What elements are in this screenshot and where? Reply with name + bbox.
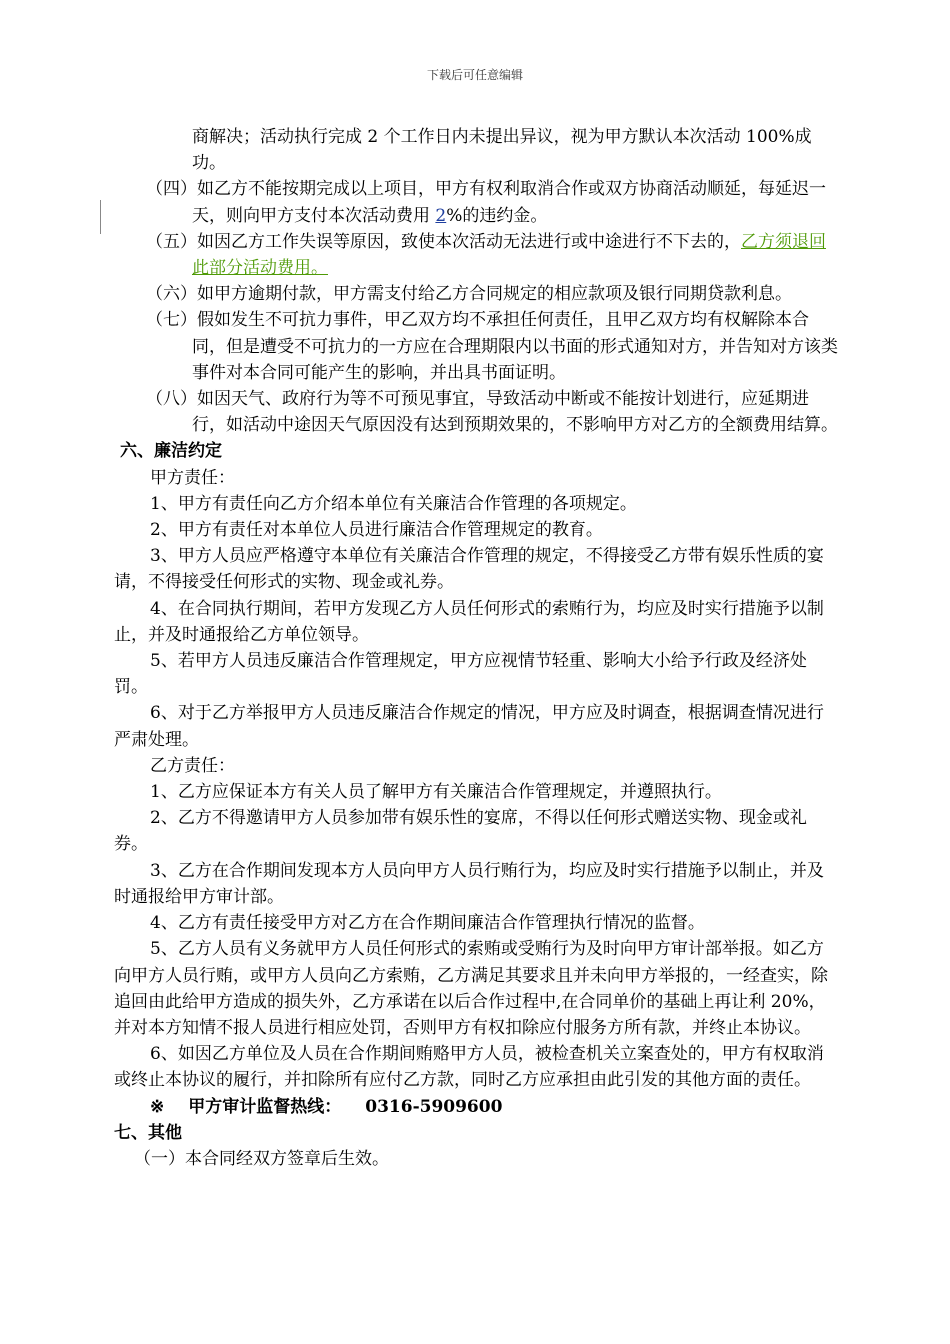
party-a-clause-3: 3、甲方人员应严格遵守本单位有关廉洁合作管理的规定，不得接受乙方带有娱乐性质的宴请，不得接受任何形式的实物、现金或礼券。 [114,546,824,593]
party-a-clause-5: 5、若甲方人员违反廉洁合作管理规定，甲方应视情节轻重、影响大小给予行政及经济处罚。 [114,651,807,698]
item-text: 如因乙方工作失误等原因，致使本次活动无法进行或中途进行不下去的， [197,231,741,252]
revision-bar [100,200,101,234]
party-a-clause-4: 4、在合同执行期间，若甲方发现乙方人员任何形式的索贿行为，均应及时实行措施予以制止，并及时通报给乙方单位领导。 [114,598,824,645]
party-a-clause-6: 6、对于乙方举报甲方人员违反廉洁合作规定的情况，甲方应及时调查，根据调查情况进行严肃处理。 [114,703,824,750]
item-number: （五） [146,231,197,252]
list-item-8 [114,386,840,438]
list-item-5 [114,229,840,281]
page-header: 下载后可任意编辑 [426,68,523,82]
hotline-number: 0316-5909600 [365,1096,503,1117]
party-b-clause-2: 2、乙方不得邀请甲方人员参加带有娱乐性的宴席，不得以任何形式赠送实物、现金或礼券。 [114,808,807,855]
reference-mark: ※ [150,1096,165,1117]
hotline-label: 甲方审计监督热线： [188,1096,342,1117]
party-a-clause-1: 1、甲方有责任向乙方介绍本单位有关廉洁合作管理的各项规定。 [150,493,637,514]
list-item-7 [114,307,840,386]
section-heading-6: 六、廉洁约定 [120,441,222,462]
party-b-clause-4: 4、乙方有责任接受甲方对乙方在合作期间廉洁合作管理执行情况的监督。 [150,913,705,934]
item-number: （六） [146,284,197,305]
item-text: 如甲方逾期付款，甲方需支付给乙方合同规定的相应款项及银行同期贷款利息。 [197,284,792,305]
party-b-clause-5: 5、乙方人员有义务就甲方人员任何形式的索贿或受贿行为及时向甲方审计部举报。如乙方向甲方人员行贿，或甲方人员向乙方索贿，乙方满足其要求且并未向甲方举报的，一经查实，除追回由此给甲方造成的损失外，乙方承诺在以后合作过程中,在合同单价的基础上再让利 20%，并对本方知情不报人员进行相应处罚，否则甲方有权扣除应付服务方所有款，并终止本协议。 [114,939,828,1038]
item-number: （七） [146,310,197,331]
item-text-end: %的违约金。 [446,205,548,226]
document-body [114,124,840,1172]
list-item-continuation: 商解决；活动执行完成 2 个工作日内未提出异议，视为甲方默认本次活动 100%成功。 [192,127,812,174]
item-number: （四） [146,179,197,200]
item-text: 如因天气、政府行为等不可预见事宜，导致活动中断或不能按计划进行，应延期进行，如活动中途因天气原因没有达到预期效果的，不影响甲方对乙方的全额费用结算。 [192,389,838,436]
party-a-label: 甲方责任： [150,467,235,488]
tracked-change-text: 乙方须退回此部分活动费用。 [192,231,826,279]
item-number: （八） [146,389,197,410]
party-b-clause-3: 3、乙方在合作期间发现本方人员向甲方人员行贿行为，均应及时实行措施予以制止，并及时通报给甲方审计部。 [114,860,824,907]
item-text: 如乙方不能按期完成以上项目，甲方有权利取消合作或双方协商活动顺延，每延迟一天，则向甲方支付本次活动费用 [192,179,826,226]
section-heading-7: 七、其他 [114,1122,182,1143]
party-b-clause-1: 1、乙方应保证本方有关人员了解甲方有关廉洁合作管理规定，并遵照执行。 [150,782,722,803]
party-b-label: 乙方责任： [150,755,235,776]
party-a-clause-2: 2、甲方有责任对本单位人员进行廉洁合作管理规定的教育。 [150,520,603,541]
list-item-4 [114,176,840,228]
audit-hotline [114,1094,840,1120]
party-b-clause-6: 6、如因乙方单位及人员在合作期间贿赂甲方人员，被检查机关立案查处的，甲方有权取消或终止本协议的履行，并扣除所有应付乙方款，同时乙方应承担由此引发的其他方面的责任。 [114,1044,824,1091]
list-item-6 [114,281,840,307]
item-text: 假如发生不可抗力事件，甲乙双方均不承担任何责任，且甲乙双方均有权解除本合同，但是遭受不可抗力的一方应在合理期限内以书面的形式通知对方，并告知对方该类事件对本合同可能产生的影响，并出具书面证明。 [192,310,838,383]
section-7-item-1: （一）本合同经双方签章后生效。 [134,1148,389,1169]
penalty-percent: 2 [435,205,447,226]
